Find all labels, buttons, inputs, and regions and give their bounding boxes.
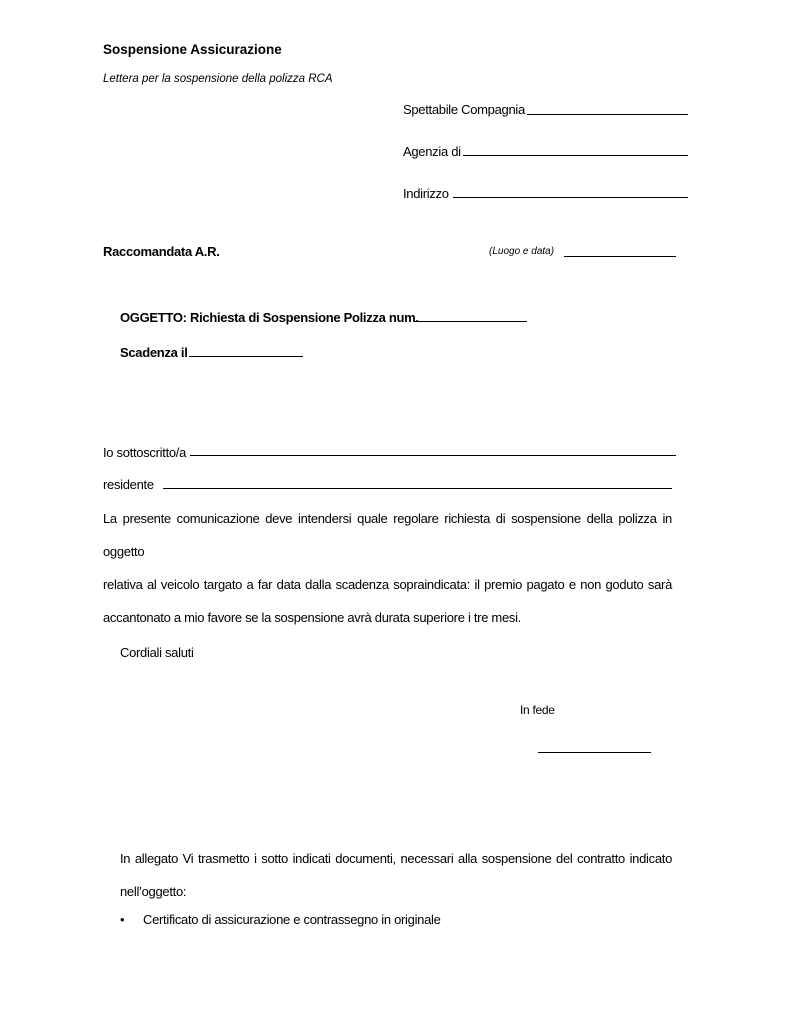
address-label: Indirizzo bbox=[403, 186, 449, 201]
document-subtitle: Lettera per la sospensione della polizza RCA bbox=[103, 73, 333, 85]
place-date-field-line[interactable] bbox=[564, 256, 676, 257]
paragraph-line: In allegato Vi trasmetto i sotto indicati documenti, necessari alla sospensione del contratto indicato bbox=[120, 851, 672, 866]
policy-number-field-line[interactable] bbox=[414, 321, 527, 322]
signer-field-line[interactable] bbox=[190, 455, 676, 456]
signer-label: Io sottoscritto/a bbox=[103, 445, 187, 460]
company-label: Spettabile Compagnia bbox=[403, 102, 525, 117]
list-item bbox=[120, 912, 441, 927]
residence-label: residente bbox=[103, 477, 154, 492]
paragraph-line: nell’oggetto: bbox=[120, 884, 187, 899]
signature-field-line[interactable] bbox=[538, 752, 651, 753]
expiry-field-line[interactable] bbox=[189, 356, 303, 357]
company-field-line[interactable] bbox=[527, 114, 688, 115]
agency-field-line[interactable] bbox=[463, 155, 688, 156]
bullet-icon: • bbox=[120, 912, 125, 927]
residence-field-line[interactable] bbox=[163, 488, 672, 489]
attachments-intro bbox=[120, 842, 672, 908]
registered-mail-label: Raccomandata A.R. bbox=[103, 244, 220, 259]
document-title: Sospensione Assicurazione bbox=[103, 42, 282, 57]
agency-label: Agenzia di bbox=[403, 144, 461, 159]
subject-line: OGGETTO: Richiesta di Sospensione Polizza num. bbox=[120, 310, 419, 325]
attachments-list bbox=[120, 912, 441, 927]
paragraph-line: relativa al veicolo targato a far data dalla scadenza sopraindicata: il premio pagato e non goduto sarà bbox=[103, 577, 672, 592]
place-date-label: (Luogo e data) bbox=[489, 246, 555, 257]
paragraph-line: accantonato a mio favore se la sospensione avrà durata superiore i tre mesi. bbox=[103, 610, 521, 625]
expiry-label: Scadenza il bbox=[120, 345, 188, 360]
closing-greeting: Cordiali saluti bbox=[120, 645, 194, 660]
address-field-line[interactable] bbox=[453, 197, 688, 198]
request-paragraph bbox=[103, 502, 672, 634]
signature-label: In fede bbox=[520, 703, 555, 717]
paragraph-line: La presente comunicazione deve intendersi quale regolare richiesta di sospensione della polizza in oggetto bbox=[103, 511, 672, 559]
attachment-item-label: Certificato di assicurazione e contrassegno in originale bbox=[143, 912, 441, 927]
